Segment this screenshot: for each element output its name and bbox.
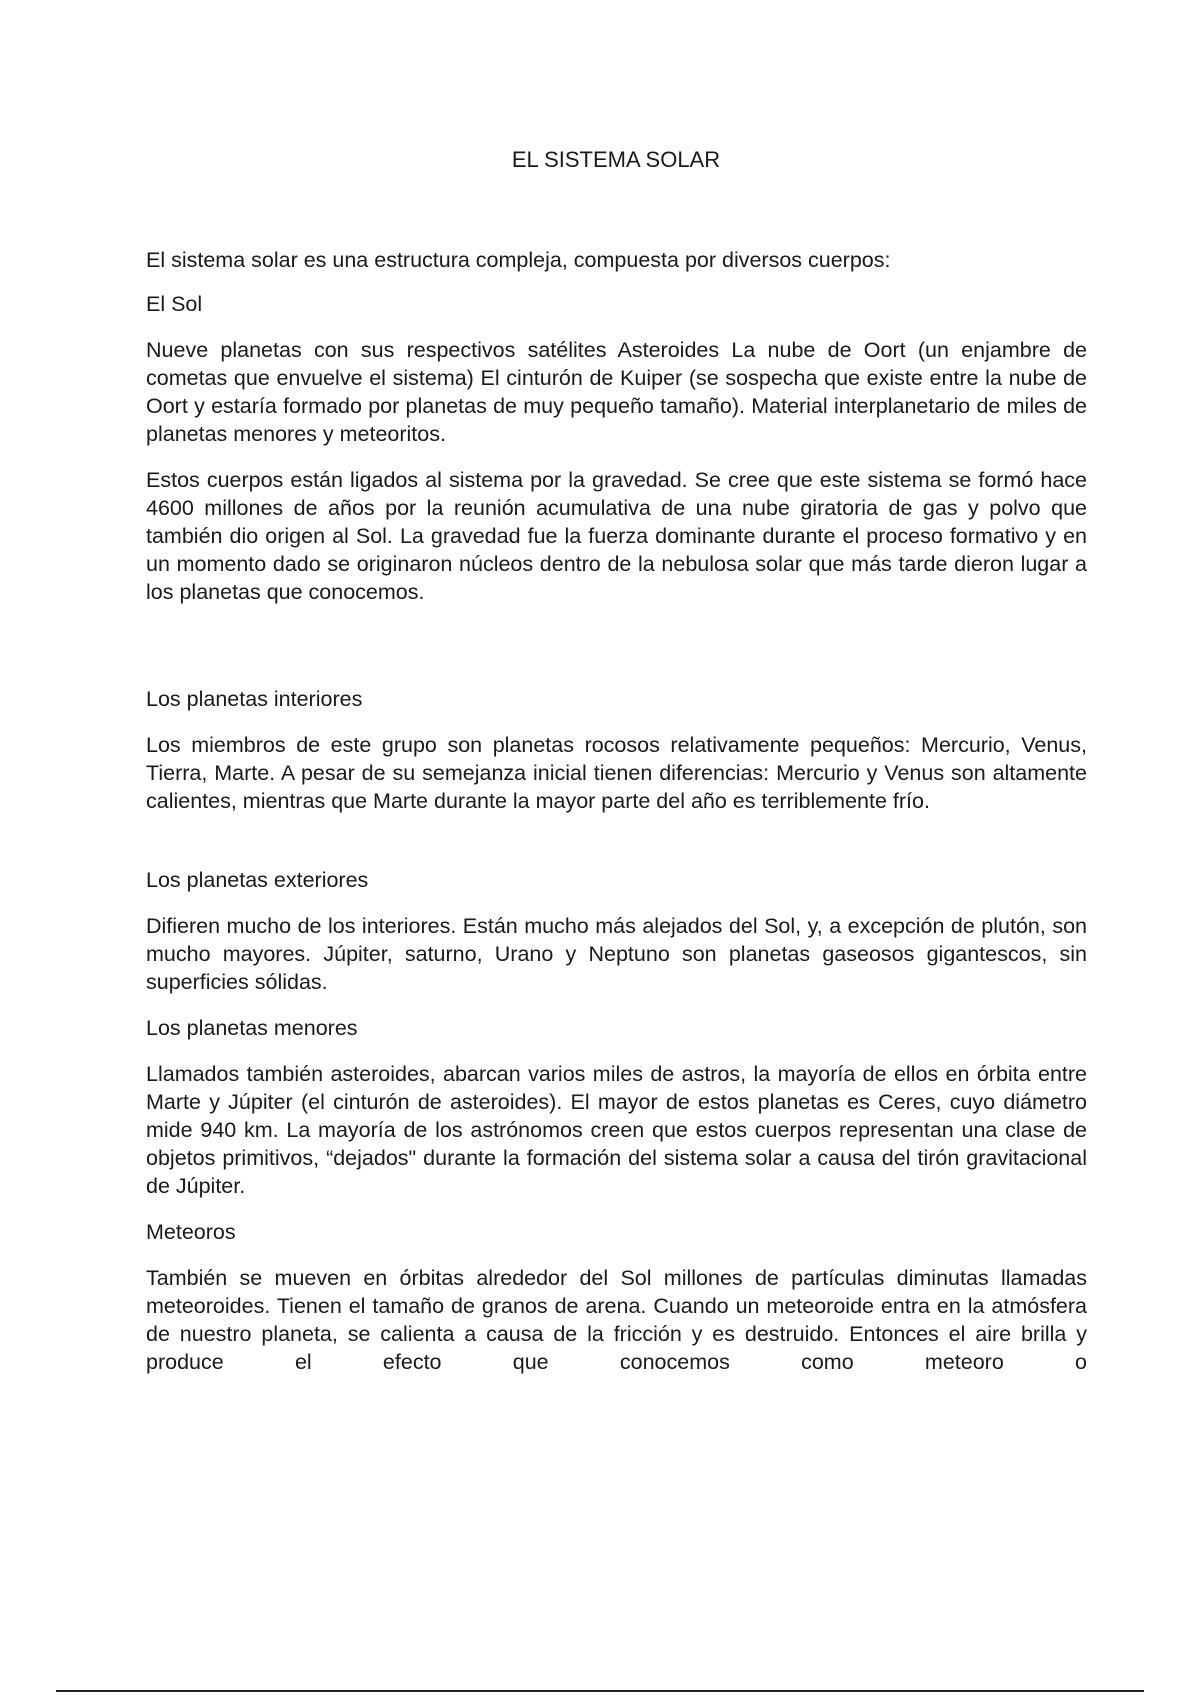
minor-planets-paragraph: Llamados también asteroides, abarcan varios miles de astros, la mayoría de ellos en órbita entre Marte y Júpiter (el cinturón de asteroides). El mayor de estos planetas es Ceres, cuyo diámetro mide 940 km. La mayoría de los astrónomos creen que estos cuerpos representan una clase de objetos primitivos, “dejados" durante la formación del sistema solar a causa del tirón gravitacional de Júpiter.: [146, 1062, 1087, 1198]
minor-planets-heading: Los planetas menores: [146, 1016, 358, 1040]
bottom-divider: [56, 1690, 1144, 1692]
meteors-heading: Meteoros: [146, 1220, 236, 1244]
inner-planets-paragraph: Los miembros de este grupo son planetas rocosos relativamente pequeños: Mercurio, Venus, Tierra, Marte. A pesar de su semejanza inicial tienen diferencias: Mercurio y Venus son altamente calientes, mientras que Marte durante la mayor parte del año es terriblemente frío.: [146, 733, 1087, 813]
bodies-paragraph: Nueve planetas con sus respectivos satélites Asteroides La nube de Oort (un enjambre de cometas que envuelve el sistema) El cinturón de Kuiper (se sospecha que existe entre la nube de Oort y estaría formado por planetas de muy pequeño tamaño). Material interplanetario de miles de planetas menores y meteoritos.: [146, 338, 1087, 446]
outer-planets-heading: Los planetas exteriores: [146, 868, 369, 892]
page-title: EL SISTEMA SOLAR: [511, 147, 721, 172]
sun-heading: El Sol: [146, 292, 203, 316]
outer-planets-paragraph: Difieren mucho de los interiores. Están mucho más alejados del Sol, y, a excepción de plutón, son mucho mayores. Júpiter, saturno, Urano y Neptuno son planetas gaseosos gigantescos, sin superficies sólidas.: [146, 914, 1087, 994]
intro-paragraph: El sistema solar es una estructura compleja, compuesta por diversos cuerpos:: [146, 248, 891, 272]
document-body: [146, 246, 1087, 1376]
meteors-paragraph: También se mueven en órbitas alrededor del Sol millones de partículas diminutas llamadas meteoroides. Tienen el tamaño de granos de arena. Cuando un meteoroide entra en la atmósfera de nuestro planeta, se calienta a causa de la fricción y es destruido. Entonces el aire brilla y produce el efecto que conocemos como meteoro o: [146, 1266, 1087, 1374]
origin-paragraph: Estos cuerpos están ligados al sistema por la gravedad. Se cree que este sistema se formó hace 4600 millones de años por la reunión acumulativa de una nube giratoria de gas y polvo que también dio origen al Sol. La gravedad fue la fuerza dominante durante el proceso formativo y en un momento dado se originaron núcleos dentro de la nebulosa solar que más tarde dieron lugar a los planetas que conocemos.: [146, 468, 1087, 604]
inner-planets-heading: Los planetas interiores: [146, 687, 363, 711]
